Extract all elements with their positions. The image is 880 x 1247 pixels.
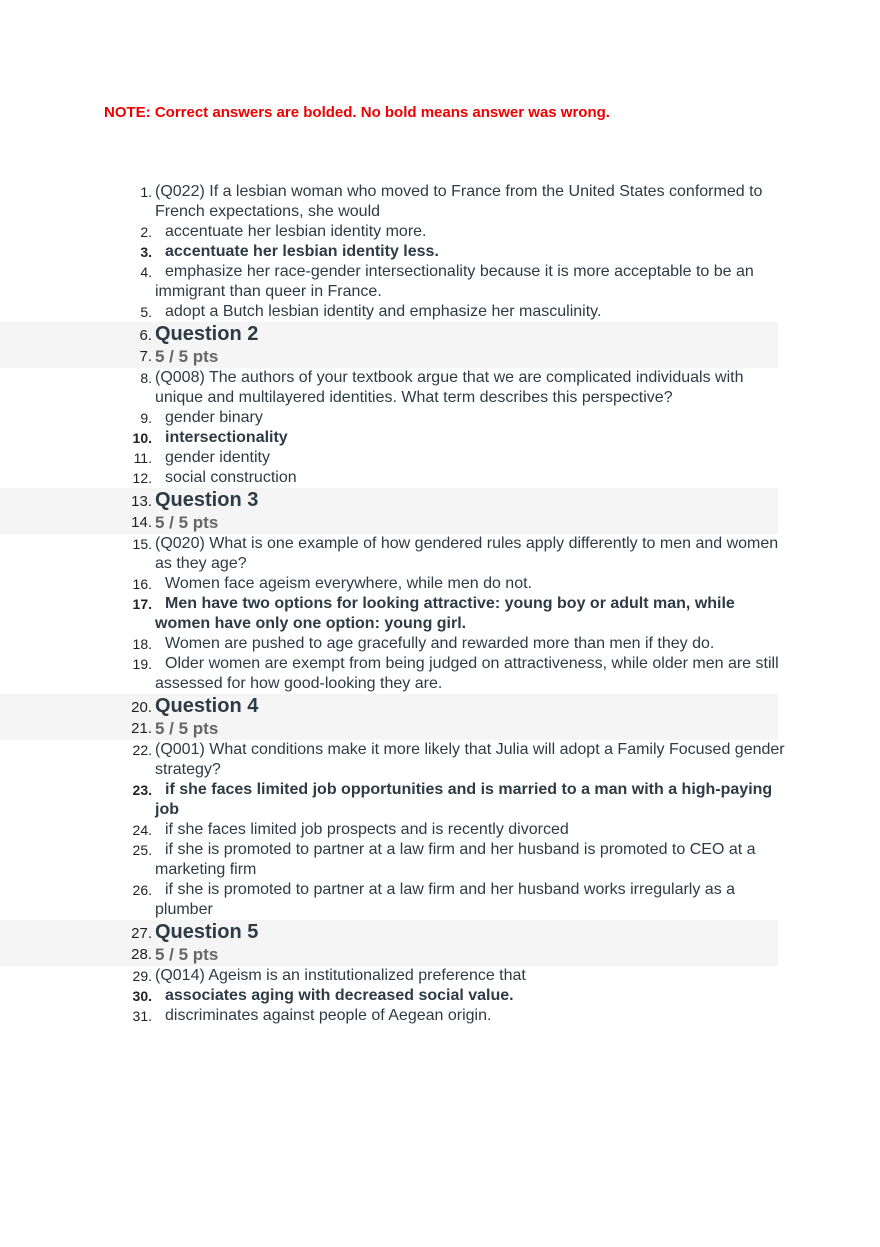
list-item	[0, 920, 778, 944]
list-item	[0, 740, 880, 780]
answer-option: Women face ageism everywhere, while men do not.	[165, 575, 532, 592]
answer-option: social construction	[165, 469, 297, 486]
list-item	[0, 512, 778, 534]
answer-option: if she is promoted to partner at a law firm and her husband is promoted to CEO at a marketing firm	[155, 841, 756, 878]
list-item	[0, 966, 880, 986]
list-number: 31.	[132, 1008, 152, 1024]
list-item	[0, 694, 778, 718]
list-number: 29.	[132, 968, 152, 984]
list-number: 14.	[131, 514, 152, 531]
answer-option: adopt a Butch lesbian identity and emphasize her masculinity.	[165, 303, 602, 320]
list-number: 3.	[140, 244, 152, 260]
list-number: 30.	[132, 988, 152, 1004]
list-item	[0, 718, 778, 740]
list-item	[0, 368, 880, 408]
list-number: 4.	[140, 264, 152, 280]
list-number: 1.	[140, 184, 152, 200]
answer-key-note: NOTE: Correct answers are bolded. No bold means answer was wrong.	[104, 104, 610, 121]
list-item	[0, 986, 880, 1006]
question-text: (Q001) What conditions make it more likely that Julia will adopt a Family Focused gender strategy?	[155, 741, 785, 778]
list-number: 19.	[132, 656, 152, 672]
list-number: 16.	[132, 576, 152, 592]
answer-option-correct: associates aging with decreased social value.	[165, 987, 514, 1004]
question-heading: Question 5	[155, 921, 259, 943]
list-number: 13.	[131, 493, 152, 510]
list-item	[0, 182, 880, 222]
list-item	[0, 222, 880, 242]
list-item	[0, 408, 880, 428]
list-number: 24.	[132, 822, 152, 838]
answer-option: gender identity	[165, 449, 270, 466]
list-number: 23.	[132, 782, 152, 798]
question-text: (Q014) Ageism is an institutionalized preference that	[155, 967, 526, 984]
list-item	[0, 346, 778, 368]
list-number: 26.	[132, 882, 152, 898]
question-heading: Question 4	[155, 695, 259, 717]
question-text: (Q020) What is one example of how gendered rules apply differently to men and women as they age?	[155, 535, 779, 572]
list-number: 27.	[131, 925, 152, 942]
list-number: 25.	[132, 842, 152, 858]
list-item	[0, 1006, 880, 1026]
list-number: 9.	[140, 410, 152, 426]
answer-option: if she is promoted to partner at a law firm and her husband works irregularly as a plumber	[155, 881, 736, 918]
list-item	[0, 242, 880, 262]
list-item	[0, 302, 880, 322]
list-item	[0, 594, 880, 634]
list-number: 17.	[132, 596, 152, 612]
list-number: 20.	[131, 699, 152, 716]
list-item	[0, 840, 880, 880]
list-item	[0, 534, 880, 574]
question-text: (Q008) The authors of your textbook argue that we are complicated individuals with unique and multilayered identities. What term describes this perspective?	[155, 369, 744, 406]
list-item	[0, 634, 880, 654]
question-points: 5 / 5 pts	[155, 347, 219, 366]
list-item	[0, 262, 880, 302]
list-number: 18.	[132, 636, 152, 652]
list-number: 12.	[132, 470, 152, 486]
answer-option: emphasize her race-gender intersectionality because it is more acceptable to be an immigrant than queer in France.	[155, 263, 754, 300]
list-number: 22.	[132, 742, 152, 758]
question-text: (Q022) If a lesbian woman who moved to France from the United States conformed to French expectations, she would	[155, 183, 763, 220]
list-number: 28.	[131, 946, 152, 963]
list-item	[0, 820, 880, 840]
question-heading: Question 3	[155, 489, 259, 511]
list-number: 8.	[140, 370, 152, 386]
list-item	[0, 488, 778, 512]
question-heading: Question 2	[155, 323, 259, 345]
list-number: 2.	[140, 224, 152, 240]
list-item	[0, 880, 880, 920]
list-number: 5.	[140, 304, 152, 320]
list-item	[0, 428, 880, 448]
answer-option: accentuate her lesbian identity more.	[165, 223, 427, 240]
list-number: 10.	[132, 430, 152, 446]
answer-option-correct: intersectionality	[165, 429, 288, 446]
quiz-list	[0, 182, 880, 1026]
list-item	[0, 468, 880, 488]
list-item	[0, 322, 778, 346]
list-item	[0, 780, 880, 820]
question-points: 5 / 5 pts	[155, 719, 219, 738]
answer-option: Older women are exempt from being judged on attractiveness, while older men are still assessed for how good-looking they are.	[155, 655, 779, 692]
list-item	[0, 574, 880, 594]
list-item	[0, 654, 880, 694]
answer-option: Women are pushed to age gracefully and rewarded more than men if they do.	[165, 635, 715, 652]
list-number: 6.	[139, 327, 152, 344]
answer-option-correct: accentuate her lesbian identity less.	[165, 243, 439, 260]
question-points: 5 / 5 pts	[155, 513, 219, 532]
list-item	[0, 944, 778, 966]
list-number: 15.	[132, 536, 152, 552]
answer-option: if she faces limited job prospects and is recently divorced	[165, 821, 569, 838]
question-points: 5 / 5 pts	[155, 945, 219, 964]
answer-option: gender binary	[165, 409, 263, 426]
list-number: 21.	[131, 720, 152, 737]
list-number: 11.	[133, 450, 152, 466]
answer-option: discriminates against people of Aegean origin.	[165, 1007, 492, 1024]
list-item	[0, 448, 880, 468]
answer-option-correct: if she faces limited job opportunities and is married to a man with a high-paying job	[155, 781, 773, 818]
list-number: 7.	[139, 348, 152, 365]
answer-option-correct: Men have two options for looking attractive: young boy or adult man, while women have only one option: young girl.	[155, 595, 735, 632]
